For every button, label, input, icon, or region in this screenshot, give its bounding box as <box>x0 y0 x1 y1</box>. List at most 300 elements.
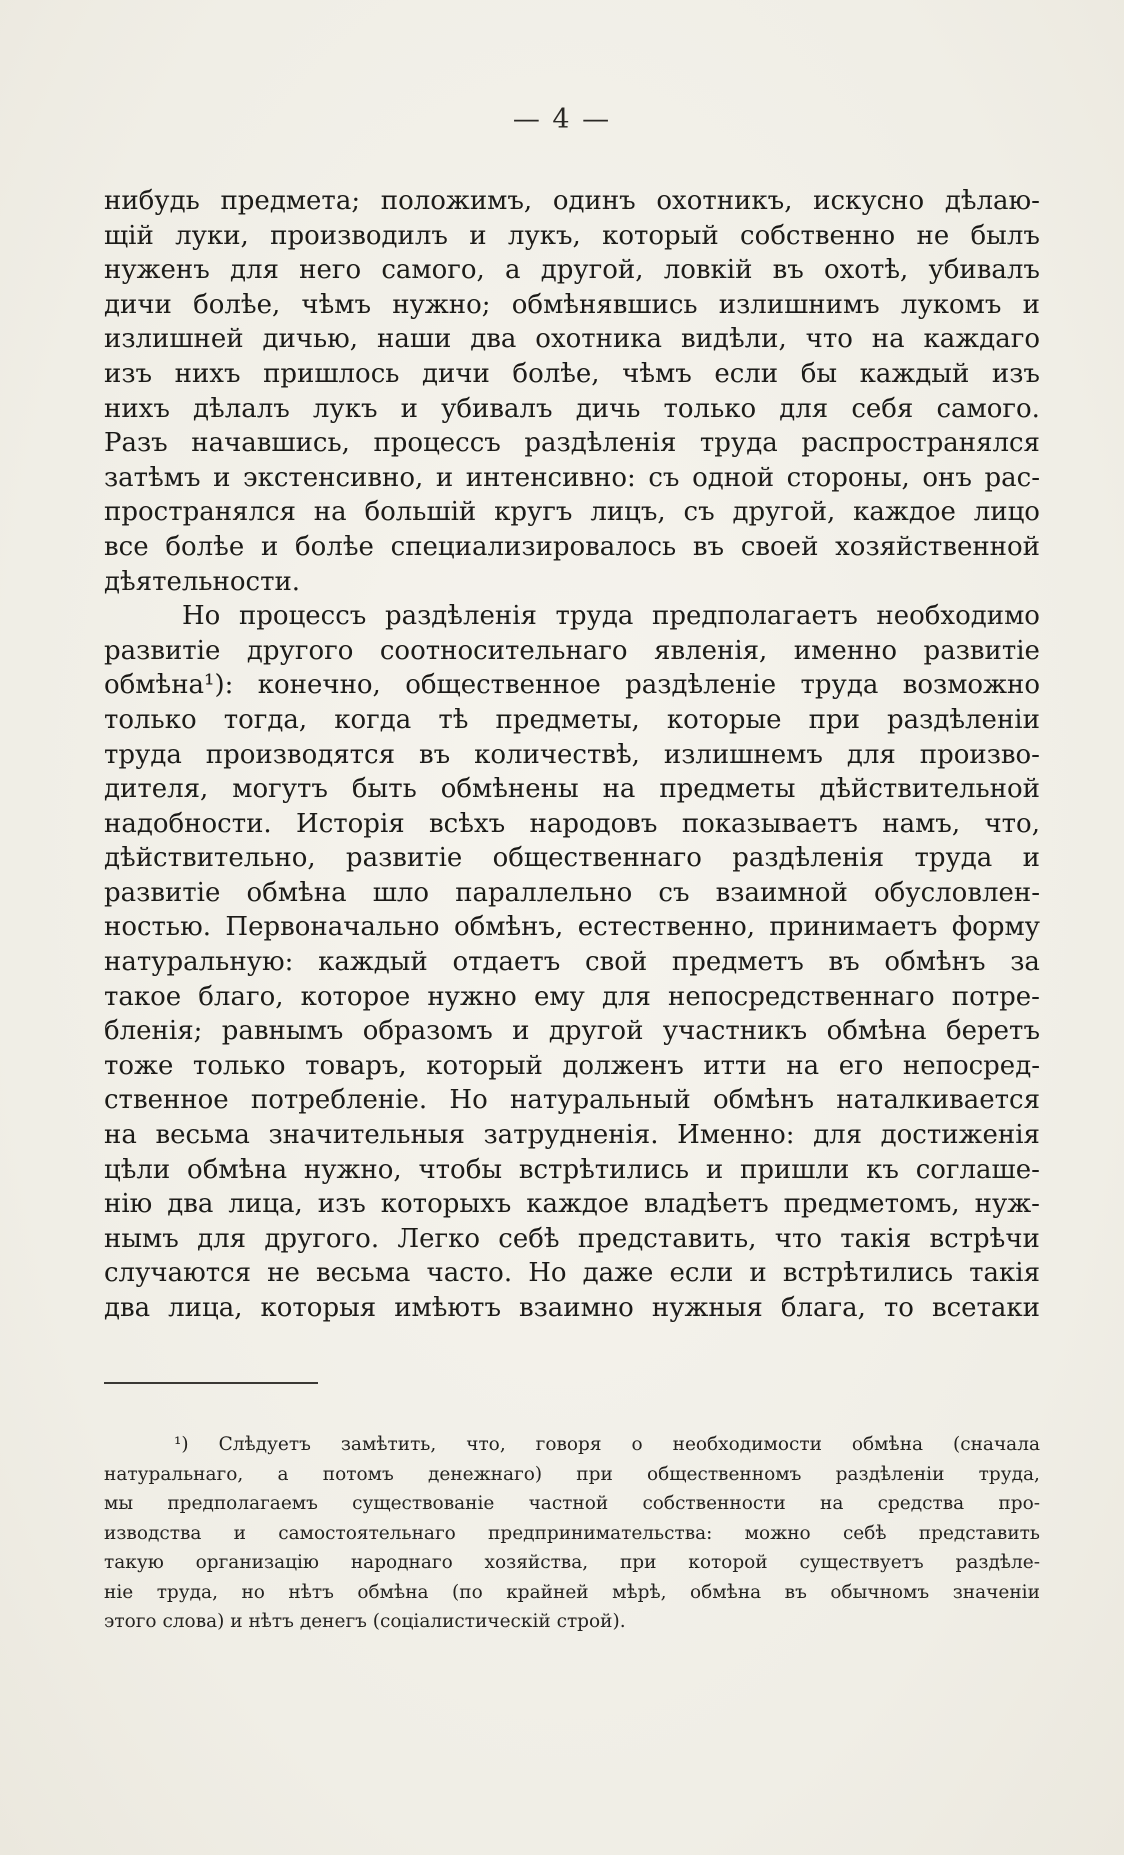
word: изъ <box>104 358 153 389</box>
text-line <box>104 530 1040 565</box>
footnote-line <box>104 1548 1040 1578</box>
word: ніе <box>104 1581 134 1603</box>
word: а <box>504 255 521 286</box>
text-line <box>104 1014 1040 1049</box>
word: наши <box>376 324 452 355</box>
word: труда <box>555 601 634 632</box>
word: рас- <box>984 462 1040 493</box>
word: раздѣле- <box>955 1552 1040 1573</box>
word: лицо <box>973 497 1040 528</box>
word: крайней <box>506 1581 589 1603</box>
text-line <box>104 1049 1040 1084</box>
word: Первоначально <box>225 912 440 943</box>
word: представить <box>918 1522 1040 1544</box>
word: изъ <box>991 358 1040 389</box>
footnote-line <box>104 1578 1040 1608</box>
word: количествѣ, <box>474 739 640 770</box>
word: только <box>104 704 197 735</box>
main-text <box>104 184 1040 1326</box>
word: съ <box>658 877 690 908</box>
word: и <box>400 393 418 424</box>
word: такое <box>104 981 182 1012</box>
word: болѣе, <box>512 358 600 389</box>
word: чѣмъ <box>301 289 372 320</box>
word: намъ, <box>882 808 961 839</box>
word: обмѣна¹): <box>104 670 234 701</box>
word: дѣлалъ <box>193 393 290 424</box>
word: щій <box>104 220 154 251</box>
word: ловкій <box>663 255 753 286</box>
word: нихъ <box>174 358 241 389</box>
word: затрудненія. <box>483 1120 659 1151</box>
word: предпринимательства: <box>488 1522 713 1544</box>
word: пришли <box>739 1154 850 1185</box>
word: два <box>470 324 517 355</box>
word: нужно; <box>392 289 491 320</box>
word: другой, <box>732 497 836 528</box>
text-line <box>104 668 1040 703</box>
word: своей <box>740 531 819 562</box>
word: охотника <box>535 324 663 355</box>
word: предметъ <box>671 947 804 978</box>
word: Исторія <box>296 808 405 839</box>
word: излишнимъ <box>718 289 880 320</box>
footnote-line <box>104 1460 1040 1490</box>
word: излишней <box>104 324 244 355</box>
word: одинъ <box>552 186 636 216</box>
word: который <box>426 1050 543 1081</box>
word: болѣе <box>165 531 245 562</box>
word: отдаетъ <box>452 947 561 978</box>
text-line <box>104 876 1040 911</box>
word: обмѣна <box>357 1581 429 1603</box>
word: дѣйствительно, <box>104 843 316 874</box>
word: пришлось <box>263 358 400 389</box>
word: натуральный <box>510 1085 691 1116</box>
word: къ <box>866 1154 899 1185</box>
word: мѣрѣ, <box>612 1581 667 1603</box>
word: (сначала <box>953 1434 1040 1455</box>
word: общественнаго <box>492 843 702 874</box>
word: каждое <box>526 1189 629 1220</box>
word: соглаше- <box>915 1154 1040 1185</box>
word: всѣхъ <box>429 808 506 839</box>
word: самого. <box>936 393 1040 424</box>
word: явленія, <box>654 635 768 666</box>
word: раздѣленіе <box>625 670 777 701</box>
word: денежнаго) <box>428 1463 543 1485</box>
word: обмѣна <box>246 877 347 908</box>
word: такія <box>840 1223 912 1254</box>
word: пространялся <box>104 497 296 528</box>
word: развитіе <box>104 635 221 666</box>
word: его <box>838 1050 884 1081</box>
text-line <box>104 426 1040 461</box>
text-line <box>104 634 1040 669</box>
word: такую <box>104 1552 164 1573</box>
word: за <box>1010 947 1040 978</box>
word: Но <box>182 601 221 632</box>
word: съ <box>648 462 680 493</box>
word: народнаго <box>350 1552 453 1573</box>
word: одной <box>692 462 775 493</box>
word: беретъ <box>945 1016 1040 1047</box>
word: убивалъ <box>928 255 1040 286</box>
word: для <box>813 1120 863 1151</box>
word: ственное <box>104 1085 229 1116</box>
text-line <box>104 910 1040 945</box>
word: Но <box>449 1085 488 1116</box>
text-line <box>104 945 1040 980</box>
word: раздѣленіи <box>835 1463 945 1485</box>
word: дичью, <box>262 324 359 355</box>
word: Именно: <box>677 1120 795 1151</box>
word: труда, <box>156 1581 218 1603</box>
word: кругъ <box>494 497 573 528</box>
word: лукомъ <box>900 289 1002 320</box>
word: и <box>213 462 231 493</box>
word: значеніи <box>952 1581 1040 1603</box>
word: итти <box>703 1050 767 1081</box>
word: весьма <box>315 1258 411 1289</box>
text-line: дѣятельности. <box>104 566 301 597</box>
word: раздѣленія <box>524 428 677 459</box>
word: ностью. <box>104 912 211 943</box>
word: потребленіе. <box>250 1085 428 1116</box>
word: и <box>435 462 454 493</box>
word: частной <box>528 1493 609 1514</box>
word: потре- <box>951 981 1040 1012</box>
word: потомъ <box>322 1463 394 1485</box>
word: лица, <box>228 1189 303 1220</box>
word: производятся <box>205 739 395 770</box>
text-line <box>104 807 1040 842</box>
footnote <box>104 1430 1040 1637</box>
word: интенсивно: <box>465 462 636 493</box>
word: долженъ <box>562 1050 684 1081</box>
word: которыя <box>260 1293 377 1323</box>
word: необходимо <box>876 601 1040 632</box>
word: произво- <box>919 739 1040 770</box>
word: развитіе <box>104 877 221 908</box>
word: даже <box>582 1258 654 1289</box>
word: что <box>805 324 853 355</box>
word: наталкивается <box>836 1085 1040 1116</box>
text-line <box>104 322 1040 357</box>
word: и <box>1022 289 1040 320</box>
word: блага, <box>780 1293 866 1323</box>
word: и <box>512 1016 530 1047</box>
word: именно <box>793 635 898 666</box>
word: благо, <box>198 981 284 1012</box>
word: въ <box>418 739 451 770</box>
word: на <box>819 1493 844 1514</box>
word: нужно <box>427 981 517 1012</box>
word: лицъ, <box>590 497 666 528</box>
word: и <box>1022 843 1040 874</box>
word: не <box>916 220 950 251</box>
word: могутъ <box>232 774 328 805</box>
word: нымъ <box>104 1223 179 1254</box>
word: не <box>267 1258 300 1289</box>
word: развитіе <box>345 843 463 874</box>
word: съ <box>683 497 715 528</box>
word: хозяйственной <box>835 531 1040 562</box>
word: труда, <box>978 1463 1040 1485</box>
word: труда <box>800 670 879 701</box>
word: соотносительнаго <box>379 635 628 666</box>
word: мы <box>104 1493 134 1514</box>
word: ¹) <box>174 1434 189 1455</box>
word: два <box>167 1189 214 1220</box>
word: раздѣленіи <box>887 704 1040 735</box>
word: видѣли, <box>680 324 787 355</box>
word: тѣ <box>438 704 469 735</box>
word: если <box>669 1258 734 1289</box>
word: предметы, <box>495 704 640 735</box>
word: производилъ <box>270 220 448 251</box>
word: встрѣтились <box>518 1154 690 1185</box>
word: въ <box>772 255 804 286</box>
word: экстенсивно, <box>243 462 424 493</box>
word: изъ <box>317 1189 366 1220</box>
word: участникъ <box>662 1016 808 1047</box>
text-line <box>104 980 1040 1015</box>
word: при <box>808 704 860 735</box>
word: предмета; <box>220 186 361 216</box>
word: процессъ <box>373 428 501 459</box>
word: существуетъ <box>799 1552 924 1573</box>
word: другого. <box>264 1223 380 1254</box>
footnote-line <box>104 1519 1040 1549</box>
word: изводства <box>104 1522 202 1544</box>
word: нуженъ <box>104 255 210 286</box>
word: часто. <box>426 1258 513 1289</box>
word: для <box>846 739 896 770</box>
word: всетаки <box>931 1293 1040 1323</box>
word: труда <box>699 428 778 459</box>
text-line <box>104 184 1040 219</box>
word: когда <box>334 704 412 735</box>
word: и <box>749 1258 767 1289</box>
word: тоже <box>104 1050 174 1081</box>
word: обмѣнъ <box>712 1085 815 1116</box>
text-line <box>104 738 1040 773</box>
word: Легко <box>397 1223 480 1254</box>
text-line <box>104 357 1040 392</box>
word: для <box>197 1223 247 1254</box>
text-line <box>104 1291 1040 1326</box>
text-line <box>104 219 1040 254</box>
word: специализировалось <box>390 531 677 562</box>
word: про- <box>998 1493 1040 1514</box>
word: естественно, <box>577 912 755 943</box>
text-line <box>104 1083 1040 1118</box>
footnote-line <box>104 1430 1040 1460</box>
word: Слѣдуетъ <box>218 1434 311 1455</box>
word: охотникъ, <box>656 186 793 216</box>
footnote-line <box>104 1489 1040 1519</box>
word: затѣмъ <box>104 462 201 493</box>
word: а <box>277 1463 289 1485</box>
word: хозяйства, <box>484 1552 589 1573</box>
text-line <box>104 288 1040 323</box>
word: параллельно <box>455 877 633 908</box>
word: которыхъ <box>380 1189 512 1220</box>
word: чтобы <box>418 1154 503 1185</box>
word: имѣютъ <box>394 1293 501 1323</box>
word: обмѣнъ <box>884 947 986 978</box>
text-line <box>104 599 1040 634</box>
word: взаимно <box>518 1293 634 1323</box>
word: другой <box>548 1016 644 1047</box>
word: нію <box>104 1189 153 1220</box>
word: бы <box>800 358 838 389</box>
word: другого <box>246 635 354 666</box>
word: обычномъ <box>830 1581 930 1603</box>
word: такія <box>969 1258 1040 1289</box>
word: шло <box>372 877 430 908</box>
word: общественное <box>405 670 601 701</box>
word: при <box>619 1552 657 1573</box>
word: народовъ <box>529 808 658 839</box>
word: каждаго <box>923 324 1040 355</box>
word: все <box>104 531 149 562</box>
word: искусно <box>813 186 925 216</box>
word: обмѣнявшись <box>511 289 698 320</box>
word: возможно <box>902 670 1040 701</box>
word: встрѣтились <box>782 1258 954 1289</box>
word: начавшись, <box>191 428 350 459</box>
word: обмѣна <box>690 1581 762 1603</box>
word: только <box>663 393 757 424</box>
word: обмѣна <box>851 1434 924 1455</box>
word: непосред- <box>902 1050 1040 1081</box>
word: для <box>230 255 279 286</box>
word: нибудь <box>104 186 200 216</box>
word: на <box>871 324 905 355</box>
word: на <box>313 497 347 528</box>
word: что, <box>984 808 1040 839</box>
text-line <box>104 841 1040 876</box>
word: можно <box>744 1522 811 1544</box>
word: показываетъ <box>681 808 858 839</box>
word: натуральнаго, <box>104 1463 244 1485</box>
text-line <box>104 1222 1040 1257</box>
word: распространялся <box>801 428 1040 459</box>
word: самого, <box>381 255 485 286</box>
word: лукъ <box>312 393 378 424</box>
word: процессъ <box>238 601 367 632</box>
word: ему <box>533 981 585 1012</box>
word: образомъ <box>362 1016 493 1047</box>
word: бленія; <box>104 1016 203 1047</box>
word: о <box>631 1434 643 1455</box>
word: свой <box>585 947 648 978</box>
word: охотѣ, <box>823 255 909 286</box>
word: надобности. <box>104 808 272 839</box>
word: средства <box>877 1493 965 1514</box>
word: на <box>786 1050 820 1081</box>
word: чѣмъ <box>622 358 692 389</box>
word: форму <box>951 912 1040 943</box>
word: предполагаемъ <box>167 1493 318 1514</box>
word: значительныя <box>268 1120 465 1151</box>
word: и <box>705 1154 724 1185</box>
footnote-line: этого слова) и нѣтъ денегъ (соціалистическій строй). <box>104 1611 626 1632</box>
word: товаръ, <box>305 1050 407 1081</box>
word: который <box>602 220 719 251</box>
word: собственно <box>740 220 896 251</box>
word: большій <box>364 497 477 528</box>
word: замѣтить, <box>340 1434 437 1455</box>
word: на <box>104 1120 137 1151</box>
word: существованіе <box>352 1493 495 1514</box>
word: обмѣна <box>187 1154 288 1185</box>
word: (по <box>452 1581 483 1603</box>
word: обмѣнъ, <box>453 912 564 943</box>
word: раздѣленія <box>732 843 885 874</box>
word: необходимости <box>672 1434 822 1455</box>
word: дителя, <box>104 774 209 805</box>
word: онъ <box>922 462 972 493</box>
word: но <box>241 1581 265 1603</box>
word: цѣли <box>104 1154 171 1185</box>
word: нужныя <box>651 1293 763 1323</box>
word: и <box>469 220 487 251</box>
word: нуж- <box>974 1189 1040 1220</box>
word: нужно, <box>303 1154 402 1185</box>
word: встрѣчи <box>929 1223 1040 1254</box>
word: предметомъ, <box>783 1189 960 1220</box>
text-line <box>104 461 1040 496</box>
word: случаются <box>104 1258 252 1289</box>
word: если <box>714 358 779 389</box>
word: на <box>602 774 636 805</box>
word: и <box>233 1522 246 1544</box>
word: болѣе <box>295 531 374 562</box>
text-line <box>104 495 1040 530</box>
word: быть <box>351 774 417 805</box>
word: себѣ <box>498 1223 560 1254</box>
word: труда <box>104 739 182 770</box>
word: каждое <box>853 497 956 528</box>
page-number: — 4 — <box>512 104 612 135</box>
word: каждый <box>859 358 970 389</box>
word: обмѣнены <box>440 774 579 805</box>
word: положимъ, <box>380 186 533 216</box>
word: дѣлаю- <box>944 186 1040 216</box>
word: дичи <box>104 289 172 320</box>
word: лукъ, <box>507 220 581 251</box>
text-line <box>104 703 1040 738</box>
text-line <box>104 1256 1040 1291</box>
word: принимаетъ <box>769 912 938 943</box>
word: дичь <box>575 393 641 424</box>
word: то <box>883 1293 914 1323</box>
word: взаимной <box>715 877 848 908</box>
word: натуральную: <box>104 947 294 978</box>
word: болѣе, <box>193 289 281 320</box>
text-line <box>104 1118 1040 1153</box>
word: обмѣна <box>826 1016 927 1047</box>
word: которые <box>666 704 782 735</box>
word: него <box>299 255 362 286</box>
word: лица, <box>168 1293 243 1323</box>
word: что, <box>466 1434 506 1455</box>
word: для <box>601 981 651 1012</box>
word: Но <box>528 1258 567 1289</box>
